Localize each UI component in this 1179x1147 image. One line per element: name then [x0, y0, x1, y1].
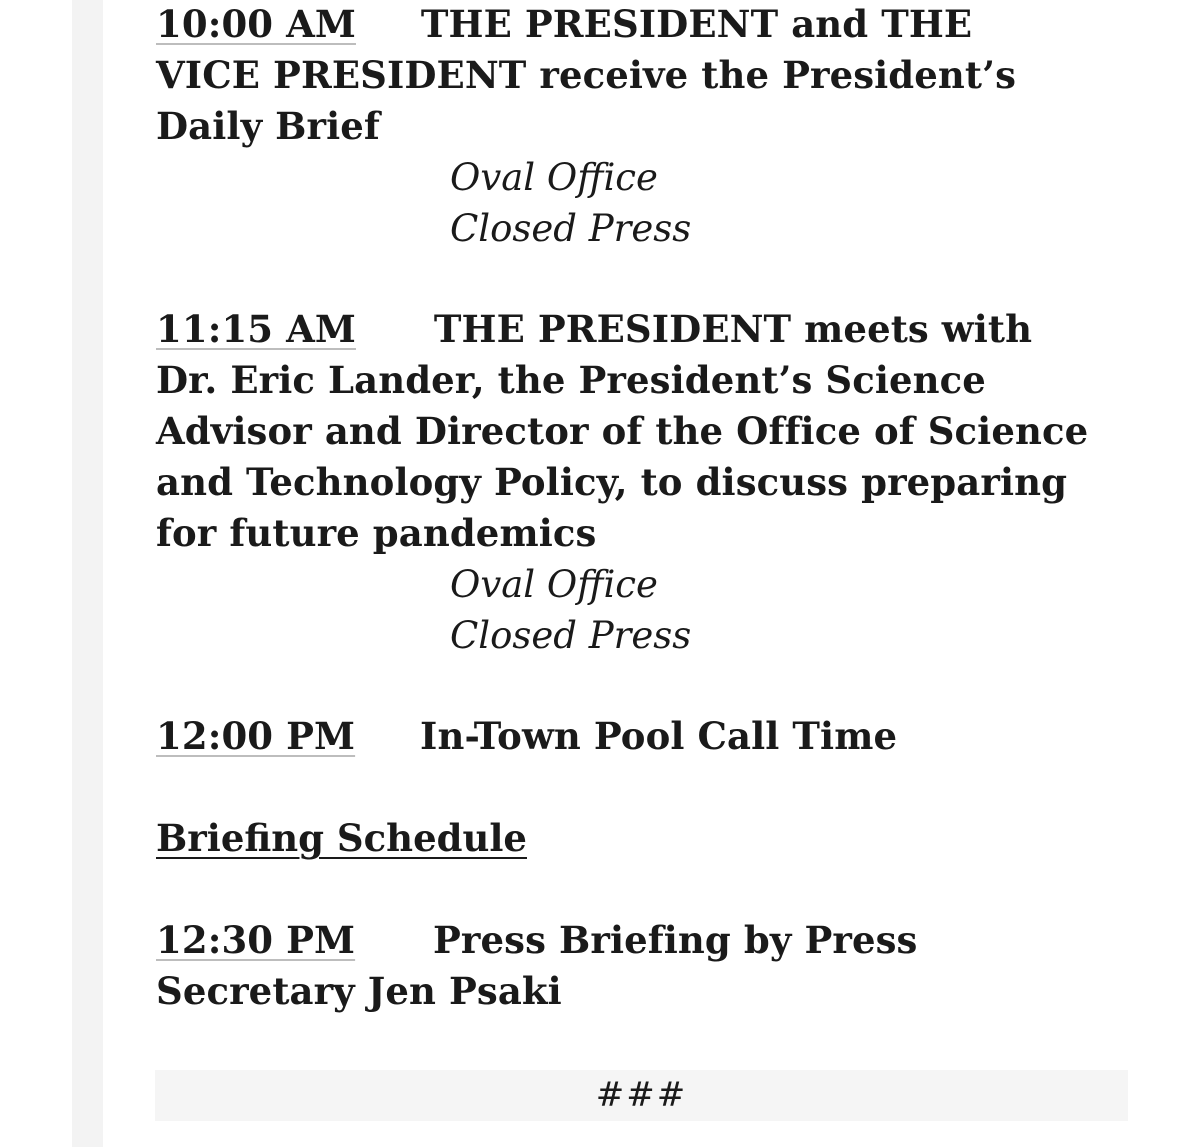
event-title-line: VICE PRESIDENT receive the President’s [156, 53, 1017, 97]
event-line [156, 0, 1131, 50]
event-time[interactable]: 12:30 PM [156, 918, 356, 962]
event-title-line: Dr. Eric Lander, the President’s Science [156, 358, 986, 402]
event-location: Oval Office [450, 563, 658, 606]
event-12pm [156, 711, 1131, 762]
event-time[interactable]: 10:00 AM [156, 2, 356, 46]
event-title-line: Secretary Jen Psaki [156, 969, 562, 1013]
event-title-line: THE PRESIDENT meets with [433, 307, 1033, 351]
briefing-schedule-heading: Briefing Schedule [156, 816, 527, 860]
event-time[interactable]: 12:00 PM [156, 714, 356, 758]
event-location: Oval Office [450, 156, 658, 199]
event-title-line: for future pandemics [156, 511, 597, 555]
event-title-line: THE PRESIDENT and THE [420, 2, 973, 46]
event-10am [156, 0, 1131, 152]
event-title-line: In-Town Pool Call Time [420, 714, 898, 758]
event-title-line: Daily Brief [156, 104, 380, 148]
event-press-status: Closed Press [450, 207, 692, 250]
event-line [156, 915, 1131, 966]
event-title-line: Press Briefing by Press [433, 918, 918, 962]
event-press-status: Closed Press [450, 614, 692, 657]
event-title-line: and Technology Policy, to discuss preparing [156, 460, 1068, 504]
left-rail [72, 0, 103, 1147]
end-mark: ### [155, 1070, 1128, 1121]
event-time[interactable]: 11:15 AM [156, 307, 356, 351]
event-1115am [156, 304, 1131, 559]
event-title-line: Advisor and Director of the Office of Science [156, 409, 1089, 453]
event-line [156, 711, 1131, 762]
briefing-1230pm [156, 915, 1131, 1017]
event-line [156, 304, 1131, 355]
